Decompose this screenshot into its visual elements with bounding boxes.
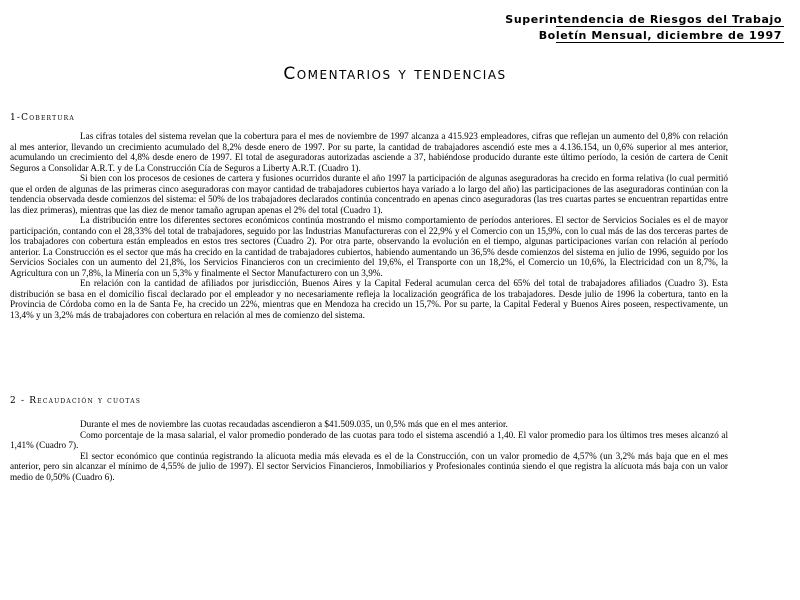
paragraph: Las cifras totales del sistema revelan que la cobertura para el mes de noviembre de 1997 alcanza a 415.923 empleadores, cifras que reflejan un aumento del 0,8% con relación al mes anterior, llevando un crecimiento acumulado del 8,2% desde enero de 1997. Por su parte, la cantidad de trabajadores ascendió este mes a 4.136.154, un 0,6% superior al mes anterior, acumulando un crecimiento del 4,8% desde enero de 1997. El total de aseguradoras autorizadas asciende a 37, habiéndose producido durante este último período, la cesión de cartera de Cenit Seguros a Consolidar A.R.T. y de La Construcción Cía de Seguros a Liberty A.R.T. (Cuadro 1). xyxy=(10,131,728,173)
page-title: Comentarios y tendencias xyxy=(283,64,507,84)
section-body-cobertura xyxy=(10,131,728,320)
bulletin-title: Boletín Mensual, diciembre de 1997 xyxy=(538,29,782,42)
header-rule-top xyxy=(556,26,784,27)
header-rule-bottom xyxy=(556,42,784,43)
paragraph: En relación con la cantidad de afiliados por jurisdicción, Buenos Aires y la Capital Federal acumulan cerca del 65% del total de trabajadores afiliados (Cuadro 3). Esta distribución se basa en el domicilio fiscal declarado por el empleador y no necesariamente refleja la localización geográfica de los trabajadores. Desde julio de 1996 la cobertura, tanto en la Provincia de Córdoba como en la de Santa Fe, ha crecido un 22%, mientras que en Mendoza ha crecido un 15,7%. Por su parte, la Capital Federal y Buenos Aires poseen, respectivamente, un 13,4% y un 3,2% más de trabajadores con cobertura en relación al mes de comienzo del sistema. xyxy=(10,278,728,320)
section-body-recaudacion xyxy=(10,419,728,482)
paragraph: Como porcentaje de la masa salarial, el valor promedio ponderado de las cuotas para todo el sistema ascendió a 1,40. El valor promedio para los últimos tres meses alcanzó al 1,41% (Cuadro 7). xyxy=(10,429,728,450)
section-heading-cobertura: 1-Cobertura xyxy=(10,113,75,123)
paragraph: La distribución entre los diferentes sectores económicos continúa mostrando el mismo comportamiento de períodos anteriores. El sector de Servicios Sociales es el de mayor participación, contando con el 28,33% del total de trabajadores, seguido por las Industrias Manufactureras con el 22,9% y el Comercio con un 15,9%, con lo cual más de las dos terceras partes de los trabajadores con cobertura están empleados en estos tres sectores (Cuadro 2). Por otra parte, observando la evolución en el tiempo, algunas participaciones varían con relación al período anterior. La Construcción es el sector que más ha crecido en la cantidad de trabajadores cubiertos, habiendo aumentando un 36,5% desde comienzos del sistema en julio de 1996, seguido por los Servicios Sociales con un aumento del 21,8%, los Servicios Financieros con un crecimiento del 19,6%, el Transporte con un 18,2%, el Comercio un 10,6%, la Electricidad con un 8,7%, la Agricultura con un 7,8%, la Minería con un 5,3% y finalmente el Sector Manufacturero con un 3,9%. xyxy=(10,215,728,278)
paragraph: Si bien con los procesos de cesiones de cartera y fusiones ocurridos durante el año 1997 la participación de algunas aseguradoras ha crecido en forma relativa (lo cual permitió que el orden de algunas de las primeras cinco aseguradoras con mayor cantidad de trabajadores cubiertos haya variado a lo largo del año) las participaciones de las aseguradoras continúan con la tendencia observada desde comienzos del sistema: el 50% de los trabajadores declarados continúa concentrado en apenas cinco aseguradoras (las tres cuartas partes se encuentran repartidas entre las diez primeras), mientras que las diez de menor tamaño agrupan apenas el 2% del total (Cuadro 1). xyxy=(10,173,728,215)
paragraph: Durante el mes de noviembre las cuotas recaudadas ascendieron a $41.509.035, un 0,5% más que en el mes anterior. xyxy=(80,419,508,429)
paragraph: El sector económico que continúa registrando la alícuota media más elevada es el de la Construcción, con un valor promedio de 4,57% (un 3,2% más baja que en el mes anterior, pero sin alcanzar el mínimo de 4,55% de julio de 1997). El sector Servicios Financieros, Inmobiliarios y Profesionales continúa siendo el que registra la alícuota más baja con un valor medio de 0,50% (Cuadro 6). xyxy=(10,450,728,482)
section-heading-recaudacion: 2 - Recaudación y cuotas xyxy=(10,396,142,406)
organization-name: Superintendencia de Riesgos del Trabajo xyxy=(505,13,782,26)
